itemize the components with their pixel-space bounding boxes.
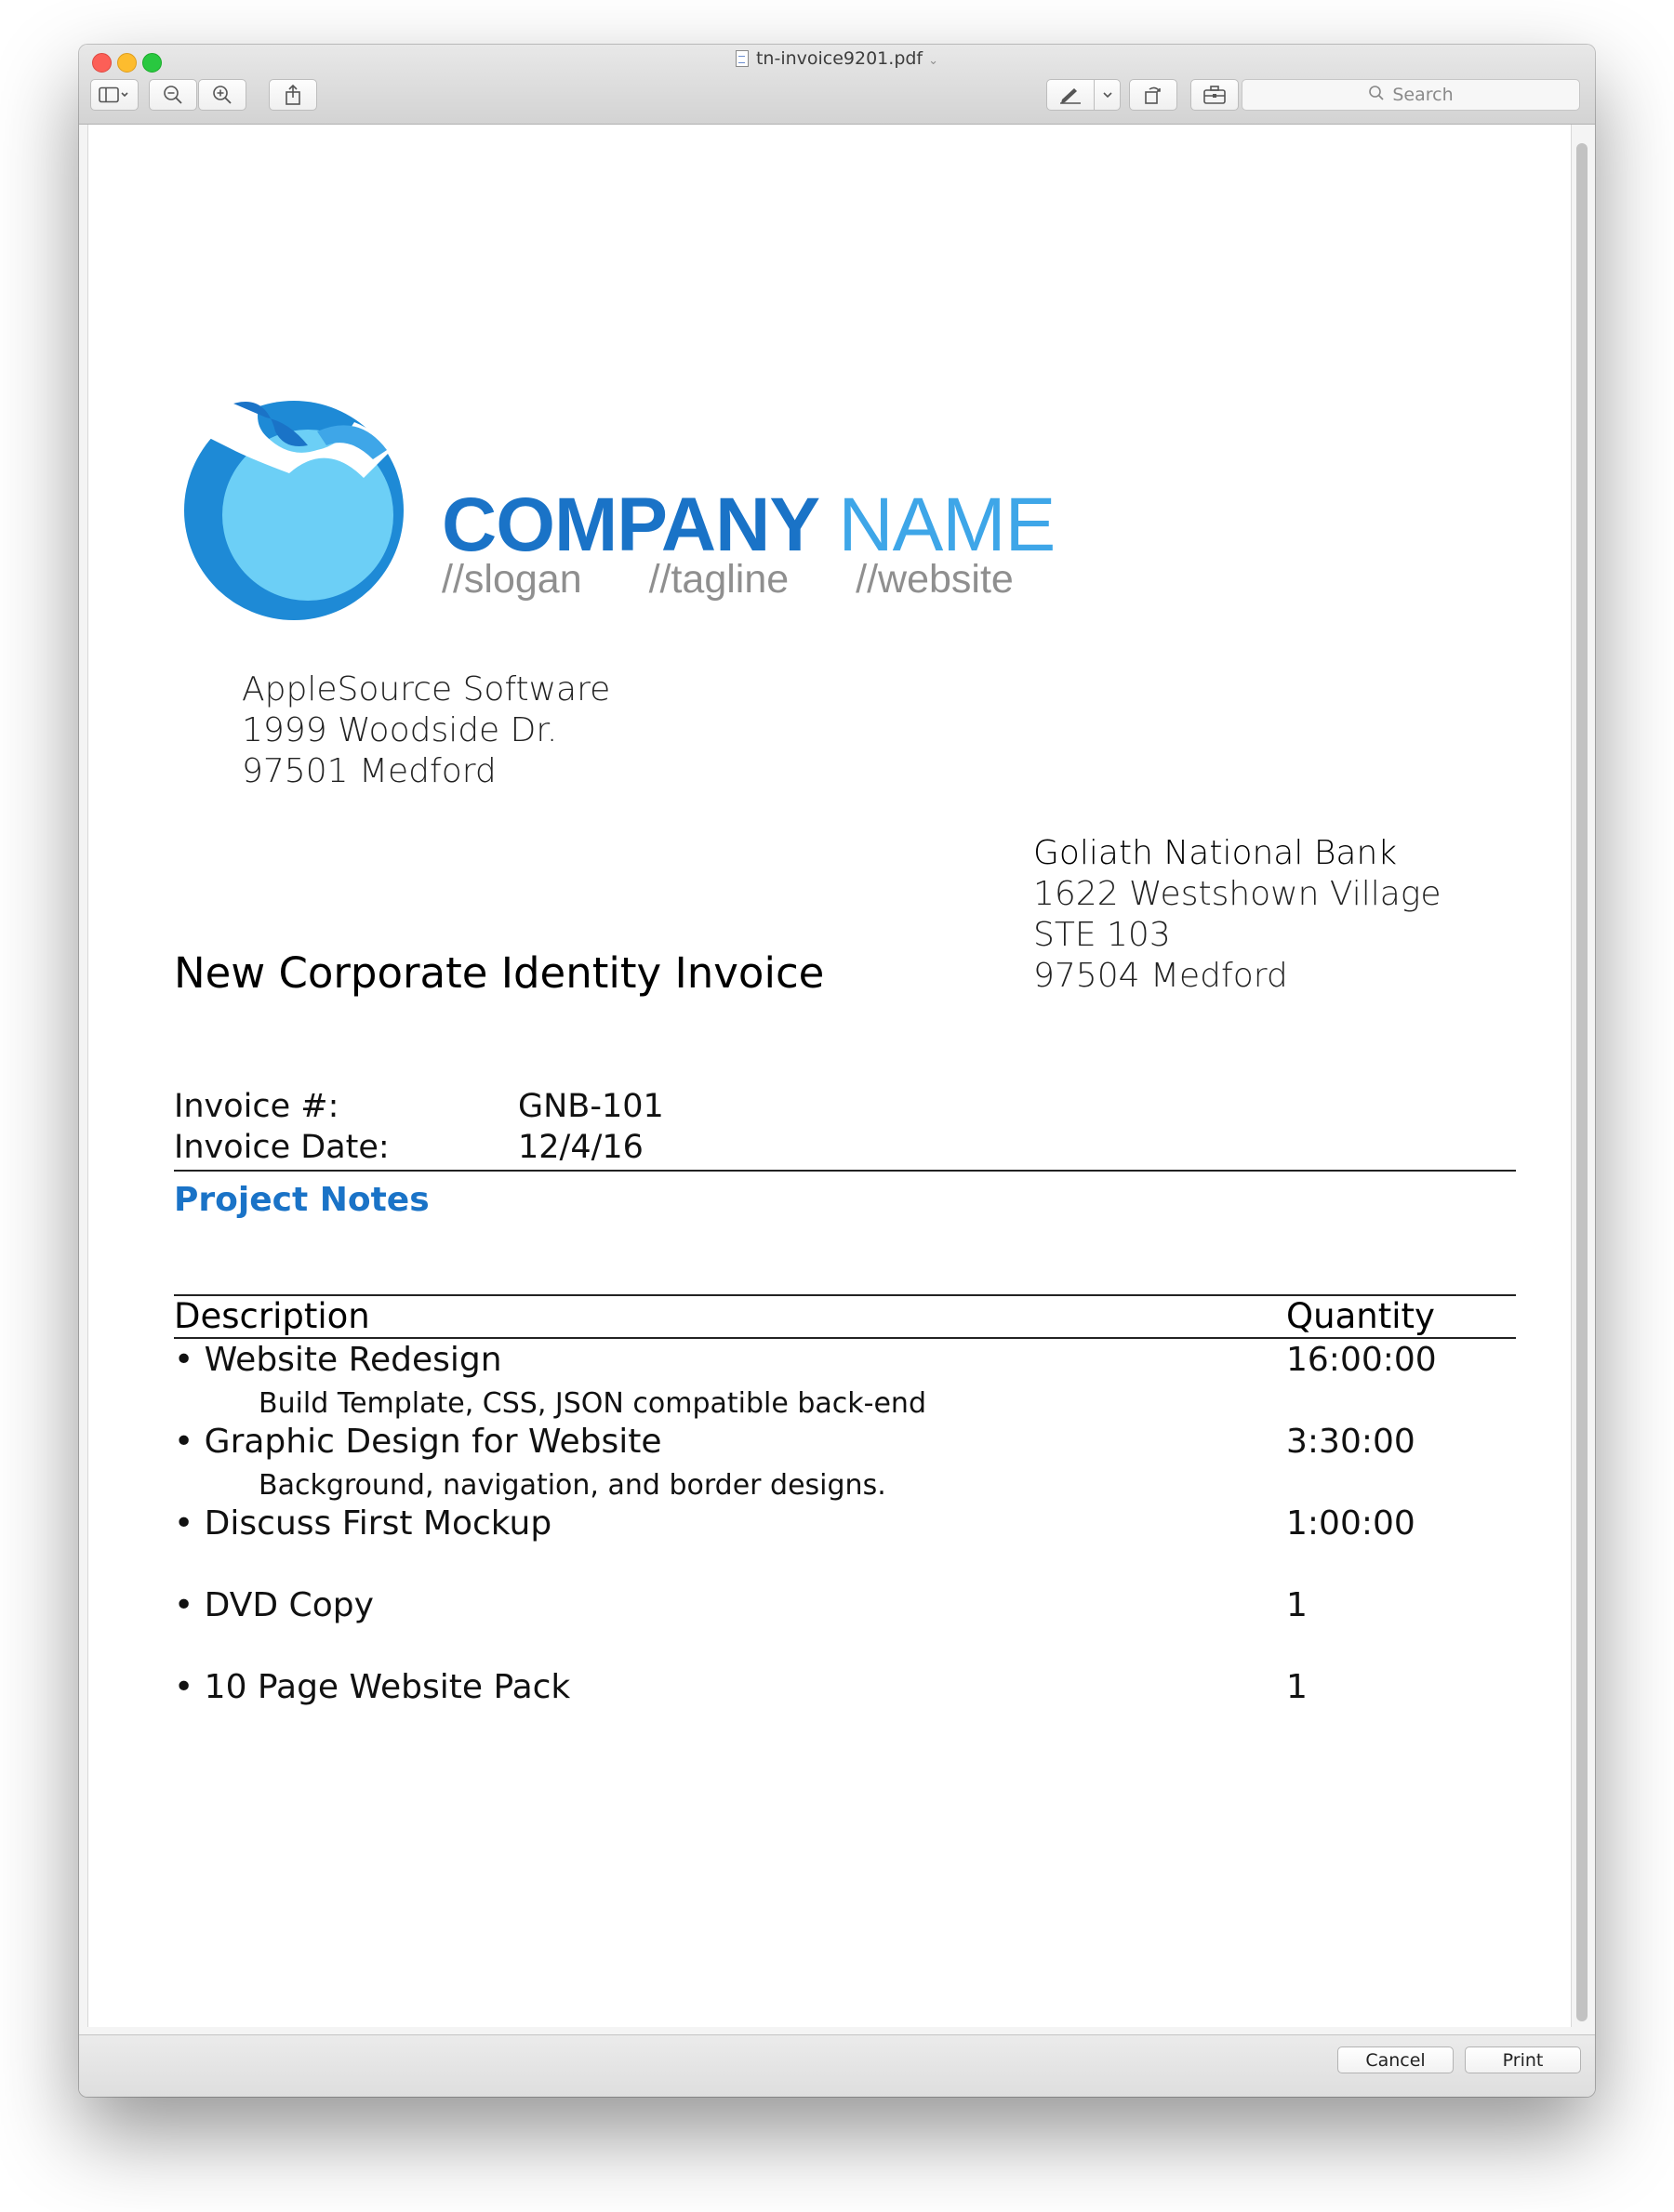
quantity-column-header: Quantity xyxy=(1286,1296,1435,1336)
share-button[interactable] xyxy=(269,79,317,111)
sidebar-toggle-button[interactable] xyxy=(90,79,139,111)
rotate-icon xyxy=(1142,84,1164,106)
invoice-date: 12/4/16 xyxy=(518,1129,644,1166)
recipient-suite: STE 103 xyxy=(1033,916,1171,954)
zoom-in-button[interactable] xyxy=(198,79,246,111)
toolbox-icon xyxy=(1202,85,1227,105)
print-dialog-footer xyxy=(79,2034,1595,2097)
company-logo-icon xyxy=(178,394,419,630)
markup-pen-icon xyxy=(1058,86,1083,104)
markup-menu-button[interactable] xyxy=(1094,79,1121,111)
rotate-button[interactable] xyxy=(1129,79,1177,111)
table-header-rule xyxy=(174,1337,1516,1339)
sender-name: AppleSource Software xyxy=(242,670,611,709)
line-item-label: • Discuss First Mockup xyxy=(174,1504,552,1543)
window-title-text: tn-invoice9201.pdf xyxy=(755,48,923,69)
sender-street: 1999 Woodside Dr. xyxy=(242,711,558,749)
chevron-down-icon xyxy=(1102,90,1113,99)
logo-slogan: //slogan xyxy=(442,557,582,602)
line-item-label: • Graphic Design for Website xyxy=(174,1423,662,1461)
share-icon xyxy=(284,84,302,106)
document-view[interactable] xyxy=(79,125,1595,2034)
line-item-quantity: 1 xyxy=(1286,1668,1308,1706)
chevron-down-icon: ⌄ xyxy=(928,54,939,68)
zoom-out-icon xyxy=(163,85,183,105)
line-item-quantity: 3:30:00 xyxy=(1286,1423,1415,1461)
zoom-out-button[interactable] xyxy=(149,79,197,111)
recipient-name: Goliath National Bank xyxy=(1033,834,1398,872)
vertical-scrollbar[interactable] xyxy=(1576,143,1588,2021)
invoice-number: GNB-101 xyxy=(518,1088,664,1125)
zoom-in-icon xyxy=(212,85,232,105)
line-item-detail: Build Template, CSS, JSON compatible back-end xyxy=(259,1387,926,1420)
window-title[interactable] xyxy=(79,48,1595,69)
line-item-detail: Background, navigation, and border designs. xyxy=(259,1469,886,1502)
pdf-document-icon xyxy=(736,50,749,67)
toolbox-button[interactable] xyxy=(1190,79,1239,111)
search-placeholder: Search xyxy=(1392,85,1454,105)
sidebar-toggle-icon xyxy=(99,86,130,103)
invoice-date-label: Invoice Date: xyxy=(174,1129,390,1166)
recipient-street: 1622 Westshown Village xyxy=(1033,875,1442,913)
cancel-button[interactable]: Cancel xyxy=(1337,2046,1454,2073)
divider xyxy=(174,1170,1516,1172)
logo-company-text: COMPANY xyxy=(442,483,818,567)
line-item-quantity: 1 xyxy=(1286,1586,1308,1624)
logo-subline xyxy=(442,557,1014,602)
sender-city: 97501 Medford xyxy=(242,752,497,790)
recipient-city: 97504 Medford xyxy=(1033,957,1288,995)
line-item-quantity: 1:00:00 xyxy=(1286,1504,1415,1543)
print-button[interactable]: Print xyxy=(1465,2046,1581,2073)
markup-pen-button[interactable] xyxy=(1046,79,1095,111)
logo-website: //website xyxy=(856,557,1014,602)
description-column-header: Description xyxy=(174,1296,370,1336)
logo-tagline: //tagline xyxy=(648,557,790,602)
logo-name-text: NAME xyxy=(838,483,1056,567)
invoice-title: New Corporate Identity Invoice xyxy=(174,948,825,998)
line-item-quantity: 16:00:00 xyxy=(1286,1341,1437,1379)
line-item-label: • DVD Copy xyxy=(174,1586,374,1624)
preview-window xyxy=(79,45,1595,2097)
pdf-page xyxy=(87,125,1572,2027)
project-notes-heading: Project Notes xyxy=(174,1181,430,1219)
line-item-label: • 10 Page Website Pack xyxy=(174,1668,571,1706)
line-item-label: • Website Redesign xyxy=(174,1341,502,1379)
logo-wordmark xyxy=(442,483,1056,567)
title-bar xyxy=(79,45,1595,125)
search-icon xyxy=(1368,85,1392,106)
search-field[interactable] xyxy=(1242,79,1580,111)
invoice-number-label: Invoice #: xyxy=(174,1088,339,1125)
